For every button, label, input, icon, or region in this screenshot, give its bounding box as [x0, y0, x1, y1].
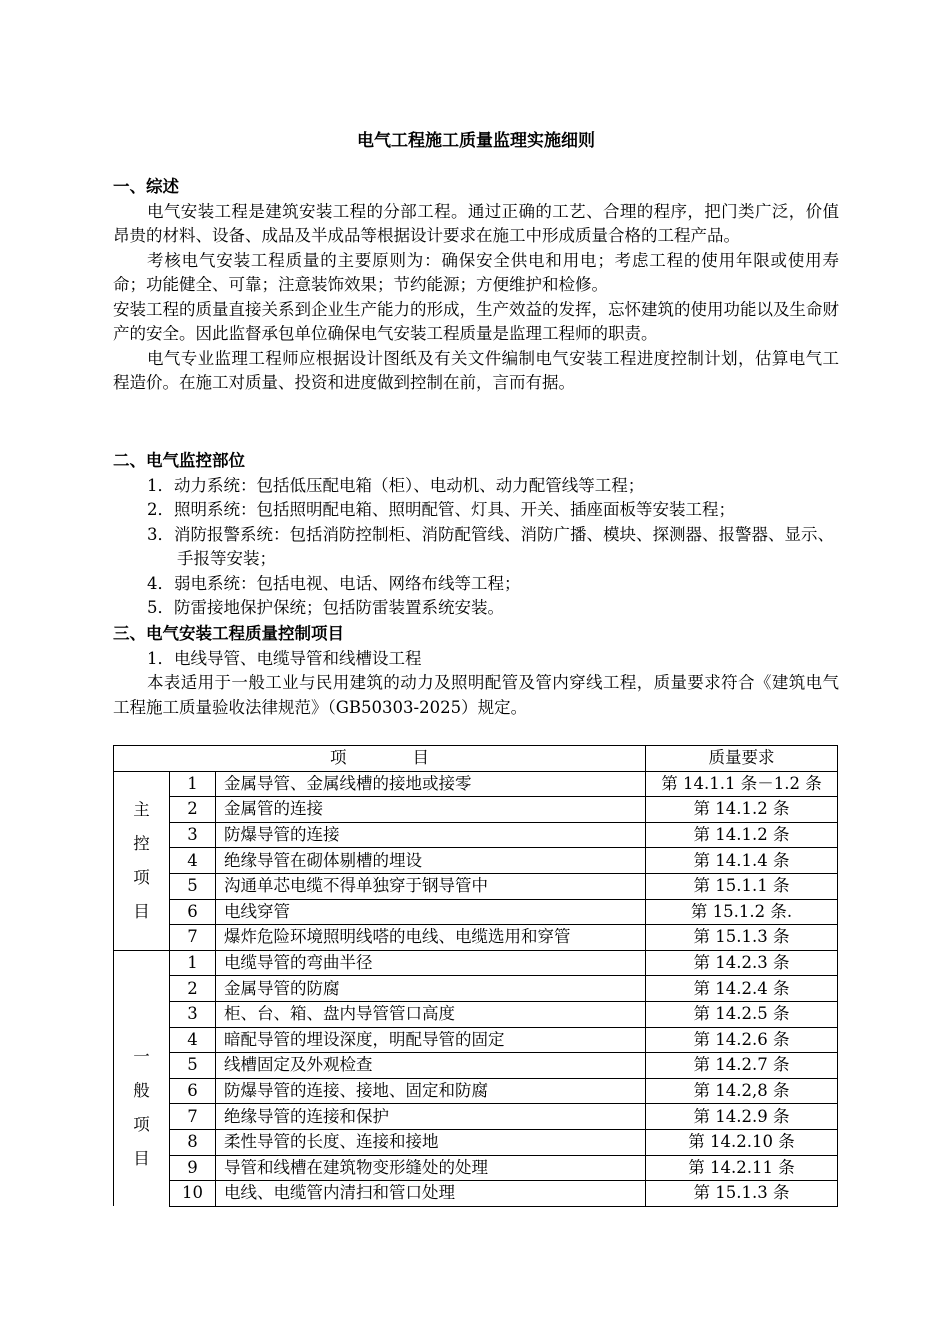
table-row [114, 925, 838, 951]
row-requirement: 第 14.2.9 条 [646, 1104, 838, 1130]
overview-paragraph-2: 考核电气安装工程质量的主要原则为：确保安全供电和用电；考虑工程的使用年限或使用寿命；功能健全、可靠；注意装饰效果；节约能源；方便维护和检修。 [113, 250, 839, 294]
row-requirement: 第 15.1.1 条 [646, 873, 838, 899]
row-requirement: 第 14.2.4 条 [646, 976, 838, 1002]
row-requirement: 第 14.1.2 条 [646, 822, 838, 848]
row-item: 暗配导管的埋设深度，明配导管的固定 [216, 1027, 646, 1053]
quality-control-paragraph: 本表适用于一般工业与民用建筑的动力及照明配管及管内穿线工程，质量要求符合《建筑电气工程施工质量验收法律规范》（GB50303-2025）规定。 [113, 673, 839, 717]
row-requirement: 第 14.1.4 条 [646, 848, 838, 874]
table-row [114, 771, 838, 797]
row-number: 2 [170, 797, 216, 823]
monitoring-item: 2．照明系统：包括照明配电箱、照明配管、灯具、开关、插座面板等安装工程； [147, 500, 735, 519]
row-number: 2 [170, 976, 216, 1002]
section-heading-monitoring: 二、电气监控部位 [113, 451, 245, 470]
overview-paragraph-3: 安装工程的质量直接关系到企业生产能力的形成，生产效益的发挥，忘怀建筑的使用功能以及生命财产的安全。因此监督承包单位确保电气安装工程质量是监理工程师的职责。 [113, 299, 839, 343]
row-number: 5 [170, 873, 216, 899]
row-number: 8 [170, 1129, 216, 1155]
document-title: 电气工程施工质量监理实施细则 [357, 131, 595, 151]
row-item: 柜、台、箱、盘内导管管口高度 [216, 1001, 646, 1027]
monitoring-item: 3．消防报警系统：包括消防控制柜、消防配管线、消防广播、模块、探测器、报警器、显示、手报等安装； [147, 524, 834, 568]
row-number: 7 [170, 925, 216, 951]
table-row [114, 1104, 838, 1130]
row-number: 4 [170, 1027, 216, 1053]
row-item: 导管和线槽在建筑物变形缝处的处理 [216, 1155, 646, 1181]
header-item: 项 目 [114, 746, 646, 772]
row-number: 4 [170, 848, 216, 874]
quality-requirements-table [113, 745, 838, 1207]
row-item: 防爆导管的连接 [216, 822, 646, 848]
monitoring-item: 4．弱电系统：包括电视、电话、网络布线等工程； [147, 573, 521, 593]
row-number: 5 [170, 1053, 216, 1079]
row-item: 线槽固定及外观检查 [216, 1053, 646, 1079]
table-row [114, 1129, 838, 1155]
table-row [114, 1078, 838, 1104]
monitoring-item: 1．动力系统：包括低压配电箱（柜）、电动机、动力配管线等工程； [147, 475, 645, 495]
table-row [114, 950, 838, 976]
overview-paragraph-1: 电气安装工程是建筑安装工程的分部工程。通过正确的工艺、合理的程序，把门类广泛，价值昂贵的材料、设备、成品及半成品等根据设计要求在施工中形成质量合格的工程产品。 [113, 201, 839, 245]
table-row [114, 1181, 838, 1207]
row-number: 6 [170, 899, 216, 925]
section-heading-quality-control: 三、电气安装工程质量控制项目 [113, 624, 344, 643]
row-requirement: 第 15.1.3 条 [646, 1181, 838, 1207]
row-requirement: 第 14.2.3 条 [646, 950, 838, 976]
row-item: 电线穿管 [216, 899, 646, 925]
row-requirement: 第 14.2.11 条 [646, 1155, 838, 1181]
table-row [114, 1001, 838, 1027]
row-item: 绝缘导管在砌体剔槽的埋设 [216, 848, 646, 874]
overview-paragraph-4: 电气专业监理工程师应根据设计图纸及有关文件编制电气安装工程进度控制计划，估算电气工程造价。在施工对质量、投资和进度做到控制在前，言而有据。 [113, 348, 839, 392]
row-number: 9 [170, 1155, 216, 1181]
row-item: 爆炸危险环境照明线嗒的电线、电缆选用和穿管 [216, 925, 646, 951]
row-item: 防爆导管的连接、接地、固定和防腐 [216, 1078, 646, 1104]
table-header-row [114, 746, 838, 772]
row-requirement: 第 14.2.5 条 [646, 1001, 838, 1027]
row-requirement: 第 14.2,8 条 [646, 1078, 838, 1104]
row-item: 金属导管的防腐 [216, 976, 646, 1002]
row-item: 绝缘导管的连接和保护 [216, 1104, 646, 1130]
row-number: 3 [170, 822, 216, 848]
section-overview [113, 175, 839, 396]
section-monitoring [113, 449, 839, 621]
row-item: 电缆导管的弯曲半径 [216, 950, 646, 976]
row-number: 7 [170, 1104, 216, 1130]
row-number: 3 [170, 1001, 216, 1027]
table-row [114, 1027, 838, 1053]
row-requirement: 第 14.2.6 条 [646, 1027, 838, 1053]
row-number: 10 [170, 1181, 216, 1207]
row-requirement: 第 15.1.3 条 [646, 925, 838, 951]
row-item: 柔性导管的长度、连接和接地 [216, 1129, 646, 1155]
table-row [114, 1155, 838, 1181]
row-item: 电线、电缆管内清扫和管口处理 [216, 1181, 646, 1207]
table-row [114, 873, 838, 899]
section-heading-overview: 一、综述 [113, 177, 179, 196]
row-number: 1 [170, 771, 216, 797]
header-requirement: 质量要求 [646, 746, 838, 772]
section-quality-control [113, 622, 839, 720]
table-row [114, 976, 838, 1002]
row-number: 6 [170, 1078, 216, 1104]
row-requirement: 第 14.2.7 条 [646, 1053, 838, 1079]
monitoring-item: 5．防雷接地保护保统；包括防雷装置系统安装。 [147, 598, 504, 617]
row-requirement: 第 14.1.2 条 [646, 797, 838, 823]
group-label-main-control: 主 控 项 目 [114, 771, 170, 950]
subsection-title: 1．电线导管、电缆导管和线槽设工程 [147, 648, 422, 668]
row-item: 沟通单芯电缆不得单独穿于钢导管中 [216, 873, 646, 899]
row-requirement: 第 14.1.1 条－1.2 条 [646, 771, 838, 797]
table-row [114, 822, 838, 848]
table-row [114, 899, 838, 925]
row-item: 金属导管、金属线槽的接地或接零 [216, 771, 646, 797]
table-row [114, 797, 838, 823]
row-item: 金属管的连接 [216, 797, 646, 823]
row-number: 1 [170, 950, 216, 976]
row-requirement: 第 15.1.2 条. [646, 899, 838, 925]
table-row [114, 848, 838, 874]
row-requirement: 第 14.2.10 条 [646, 1129, 838, 1155]
table-row [114, 1053, 838, 1079]
group-label-general: 一 般 项 目 [114, 950, 170, 1206]
